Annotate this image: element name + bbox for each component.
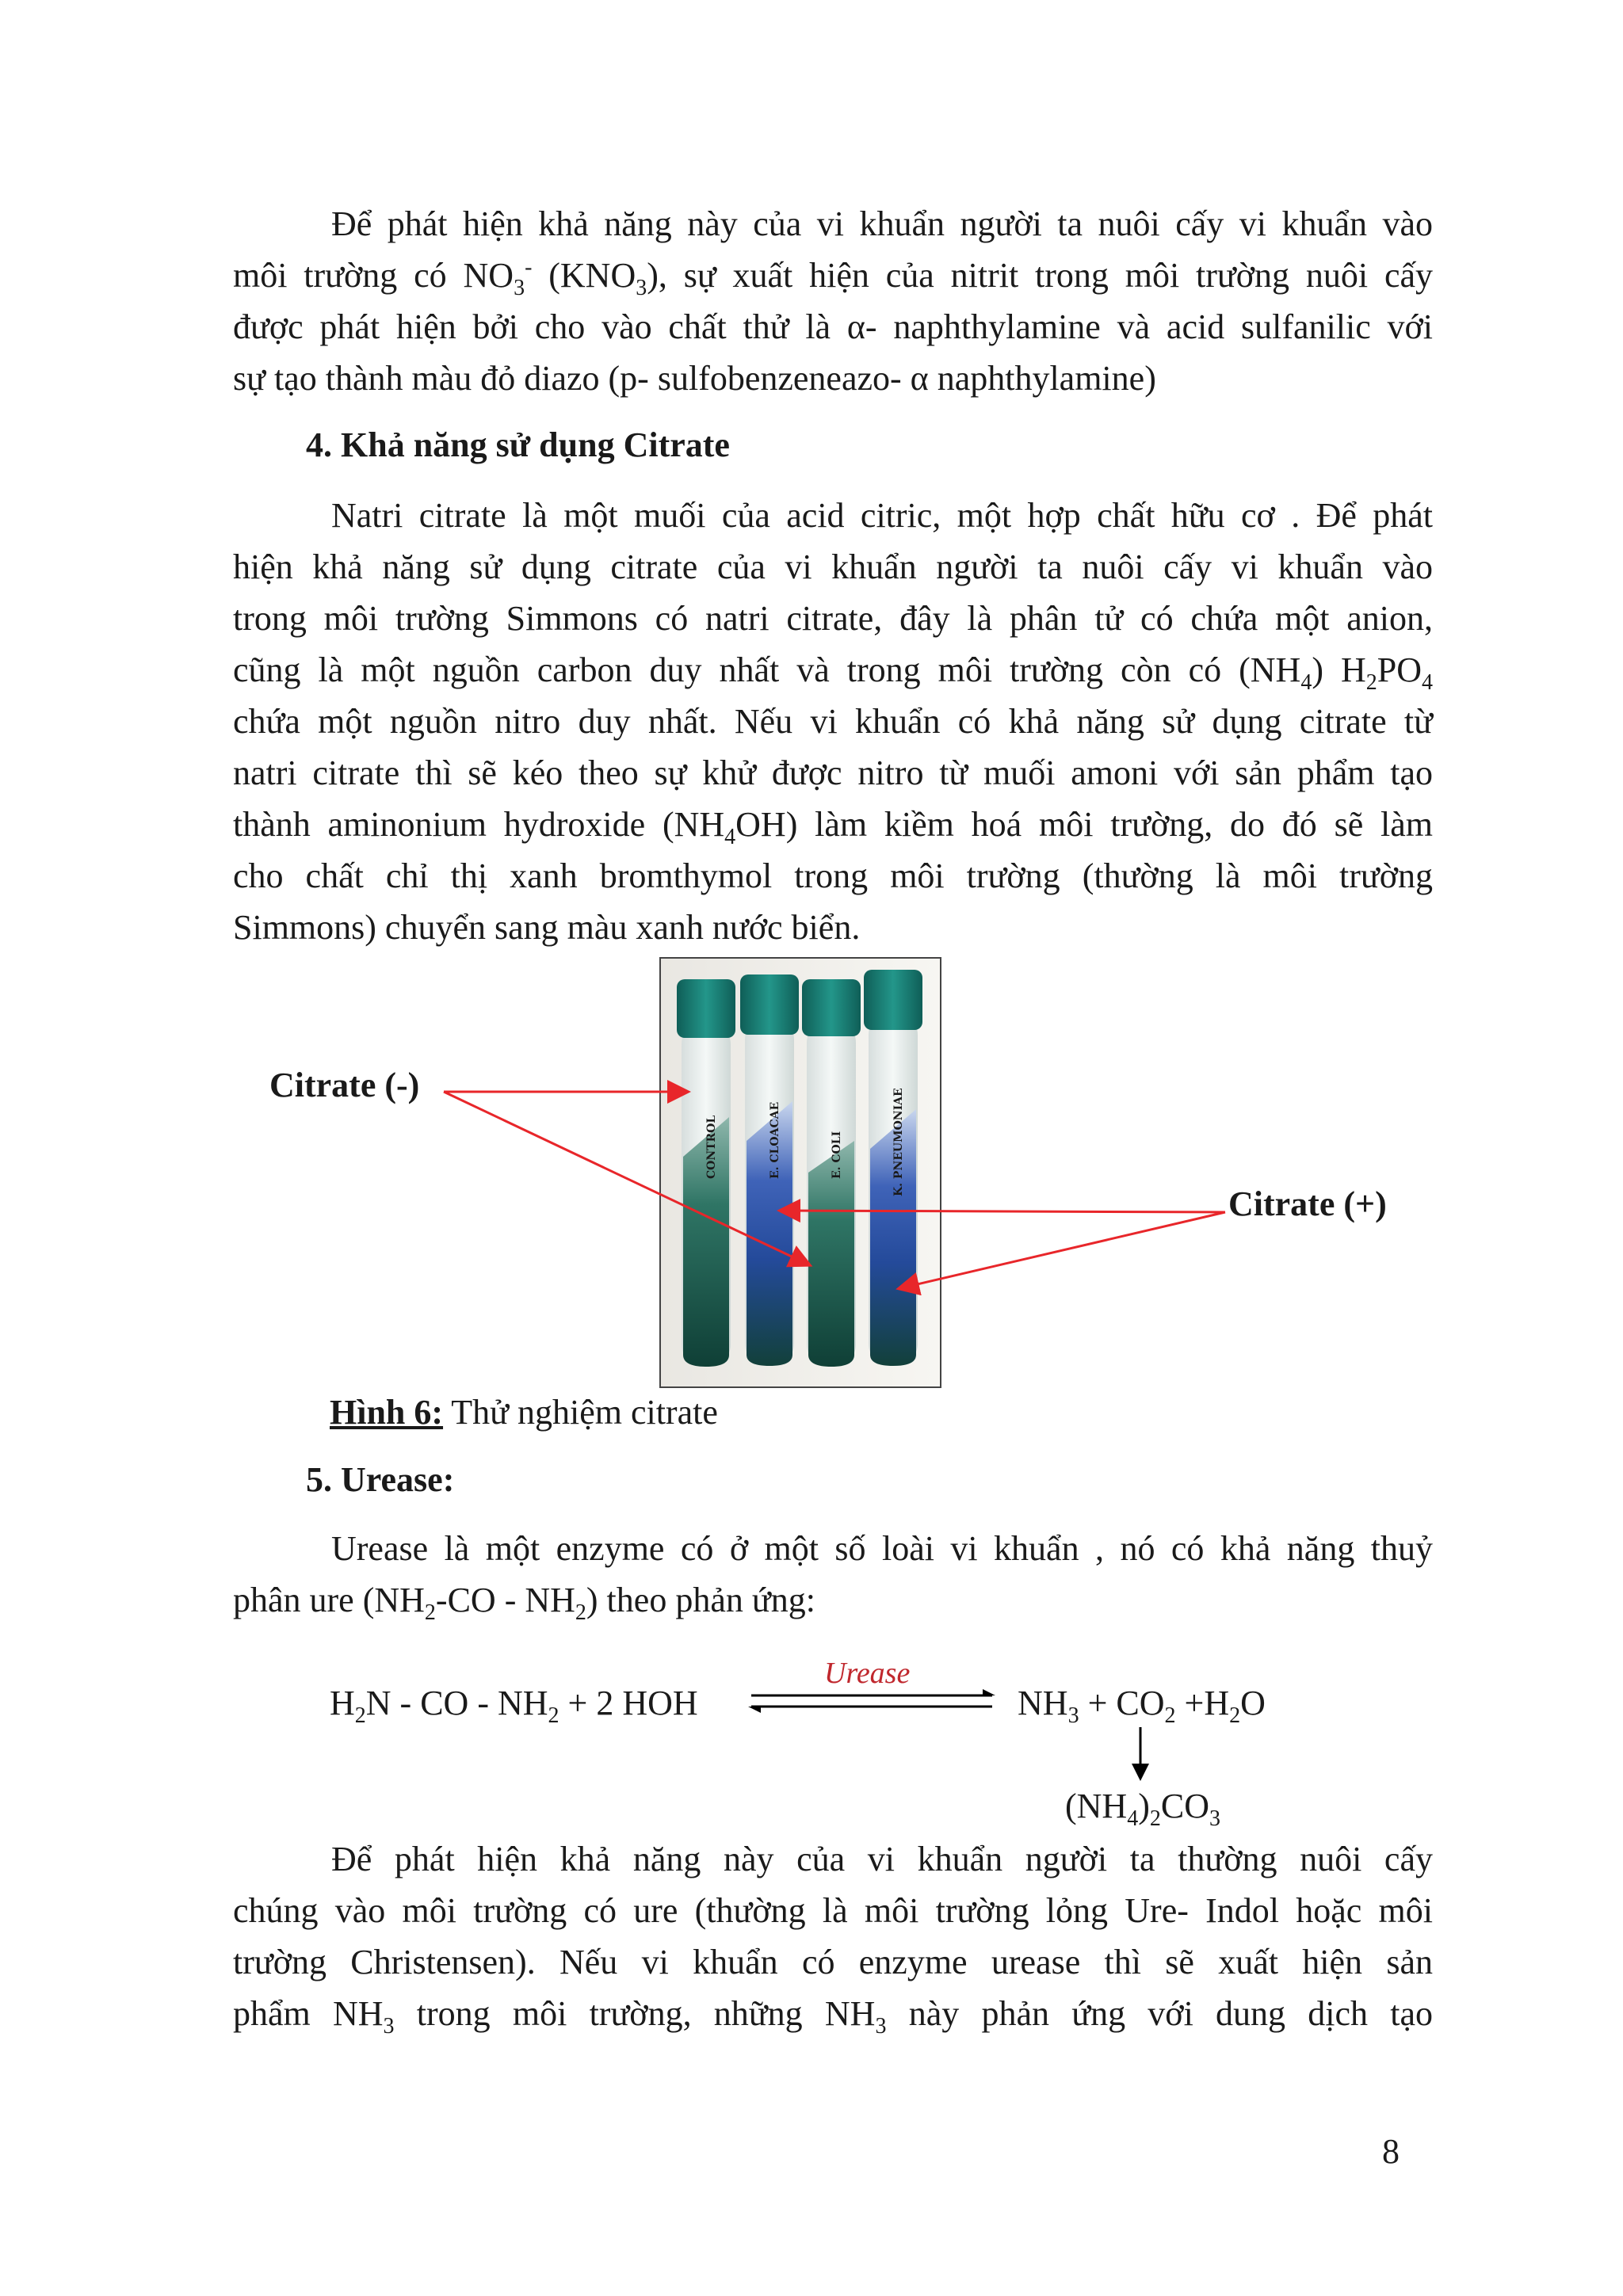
tube-label: E. CLOACAE <box>769 1101 781 1179</box>
arrow-to-e-cloacae <box>781 1211 1225 1212</box>
equation-final-product: $(NH_4)_2CO_3$ <box>1065 1787 1220 1831</box>
tube-label: E. COLI <box>831 1131 843 1179</box>
text-line: trong môi trường Simmons có natri citrate, đây là phân tử có chứa một anion, <box>233 599 1433 638</box>
text-line: cho chất chỉ thị xanh bromthymol trong môi trường (thường là môi trường <box>233 856 1433 895</box>
equation-reactants: $H_2N$ - CO - $NH_2 + 2$ HOH <box>330 1684 698 1728</box>
text-line: chúng vào môi trường có ure (thường là môi trường lỏng Ure- Indol hoặc môi <box>233 1891 1433 1930</box>
equation-products: $NH_3 + CO_2 +H_2O$ <box>1018 1684 1266 1728</box>
text-line: natri citrate thì sẽ kéo theo sự khử được nitro từ muối amoni với sản phẩm tạo <box>233 753 1433 792</box>
text-line: phẩm $NH_3$ trong môi trường, những $NH_3$ này phản ứng với dung dịch tạo <box>233 1994 1434 2039</box>
reversible-arrow-icon <box>745 1686 999 1718</box>
text-line: trường Christensen). Nếu vi khuẩn có enzyme urease thì sẽ xuất hiện sản <box>233 1943 1433 1981</box>
text-line: được phát hiện bởi cho vào chất thử là α- naphthylamine và acid sulfanilic với <box>233 307 1433 346</box>
figure-caption: Hình 6: Thử nghiệm citrate <box>330 1393 718 1432</box>
citrate-negative-label: Citrate (-) <box>269 1066 420 1104</box>
text-line: môi trường có $NO_3^-$ $(KNO_3)$, sự xuất hiện của nitrit trong môi trường nuôi cấy <box>233 255 1433 300</box>
text-line: cũng là một nguồn carbon duy nhất và trong môi trường còn có $(NH_4)$ $H_2PO_4$ <box>233 650 1433 695</box>
tube-label: CONTROL <box>705 1115 718 1179</box>
text-line: Để phát hiện khả năng này của vi khuẩn người ta thường nuôi cấy <box>331 1840 1433 1878</box>
text-line: Simmons) chuyển sang màu xanh nước biển. <box>233 908 861 947</box>
text-line: Để phát hiện khả năng này của vi khuẩn người ta nuôi cấy vi khuẩn vào <box>331 204 1433 243</box>
text-line: Urease là một enzyme có ở một số loài vi khuẩn , nó có khả năng thuỷ <box>331 1529 1433 1568</box>
tube-label: K. PNEUMONIAE <box>892 1088 905 1196</box>
paragraph-urease <box>233 1523 1433 1626</box>
arrow-to-e-coli <box>444 1092 808 1264</box>
down-arrow-icon <box>1128 1726 1152 1783</box>
text-line: thành aminonium hydroxide $(NH_4OH)$ làm kiềm hoá môi trường, do đó sẽ làm <box>233 805 1433 849</box>
paragraph-urease-detection <box>233 1833 1433 2039</box>
page-number: 8 <box>1382 2132 1400 2171</box>
citrate-positive-label: Citrate (+) <box>1228 1184 1387 1223</box>
section-heading-urease: 5. Urease: <box>306 1460 455 1499</box>
arrow-to-k-pneumoniae <box>900 1212 1225 1288</box>
enzyme-label: Urease <box>824 1657 911 1690</box>
text-line: hiện khả năng sử dụng citrate của vi khuẩn người ta nuôi cấy vi khuẩn vào <box>233 547 1433 586</box>
text-line: phân ure $(NH_2-CO - NH_2)$ theo phản ứng: <box>233 1581 815 1625</box>
text-line: chứa một nguồn nitro duy nhất. Nếu vi khuẩn có khả năng sử dụng citrate từ <box>233 702 1433 741</box>
text-line: Natri citrate là một muối của acid citric, một hợp chất hữu cơ . Để phát <box>331 496 1433 535</box>
section-heading-citrate: 4. Khả năng sử dụng Citrate <box>306 425 730 464</box>
text-line: sự tạo thành màu đỏ diazo (p- sulfobenzeneazo- α naphthylamine) <box>233 359 1156 398</box>
